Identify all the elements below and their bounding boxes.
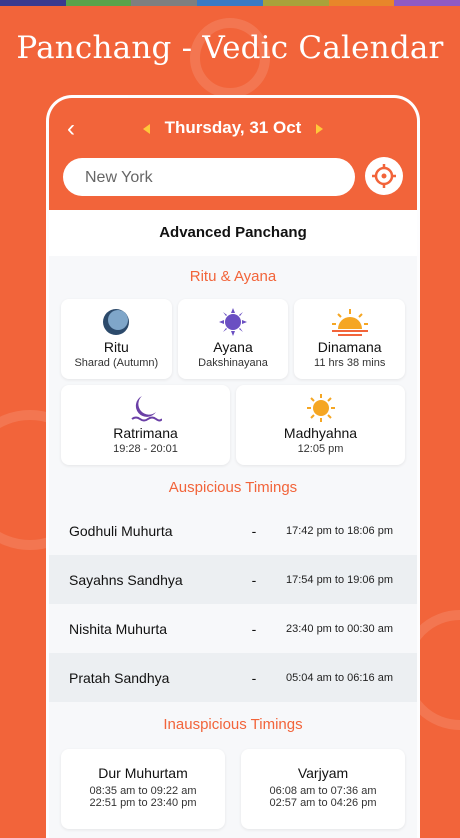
stripe-segment xyxy=(394,0,460,6)
crosshair-icon xyxy=(365,157,403,195)
timing-dash: - xyxy=(251,620,257,637)
card-line: 22:51 pm to 23:40 pm xyxy=(89,797,197,809)
stripe-segment xyxy=(66,0,132,6)
card-line: 02:57 am to 04:26 pm xyxy=(269,797,377,809)
card-value: Sharad (Autumn) xyxy=(74,357,159,369)
timing-row xyxy=(49,653,417,702)
timing-row xyxy=(49,604,417,653)
timing-name: Pratah Sandhya xyxy=(69,669,170,686)
card-title: Ratrimana xyxy=(113,425,178,441)
card-ratrimana[interactable] xyxy=(61,385,230,465)
card-ritu[interactable] xyxy=(61,299,172,379)
sun-icon xyxy=(236,393,405,423)
timing-row xyxy=(49,555,417,604)
stripe-segment xyxy=(0,0,66,6)
card-line: 06:08 am to 07:36 am xyxy=(269,785,377,797)
card-title: Ayana xyxy=(213,339,253,355)
date-navigator xyxy=(49,118,417,138)
sunrise-icon xyxy=(294,307,405,337)
ritu-ayana-cards-row-2 xyxy=(49,385,417,465)
card-dur-muhurtam[interactable] xyxy=(61,749,225,829)
timing-row xyxy=(49,506,417,555)
timing-time: 05:04 am to 06:16 am xyxy=(285,671,393,684)
stripe-segment xyxy=(131,0,197,6)
timing-dash: - xyxy=(251,669,257,686)
timing-dash: - xyxy=(251,522,257,539)
timing-name: Godhuli Muhurta xyxy=(69,522,173,539)
content xyxy=(49,210,417,829)
stripe-segment xyxy=(197,0,263,6)
stripe-segment xyxy=(329,0,395,6)
crescent-moon-icon xyxy=(61,393,230,423)
current-date: Thursday, 31 Oct xyxy=(164,118,302,137)
card-title: Dur Muhurtam xyxy=(98,765,188,781)
card-title: Varjyam xyxy=(297,765,349,781)
timing-name: Nishita Muhurta xyxy=(69,620,168,637)
card-title: Ritu xyxy=(103,339,129,355)
section-heading: Advanced Panchang xyxy=(49,210,417,256)
inauspicious-cards xyxy=(49,749,417,829)
previous-day-arrow-icon[interactable] xyxy=(143,124,150,134)
location-input[interactable] xyxy=(83,158,337,198)
ritu-ayana-title: Ritu & Ayana xyxy=(189,268,277,285)
back-button[interactable]: ‹ xyxy=(67,115,75,142)
moon-icon xyxy=(61,307,172,337)
timing-name: Sayahns Sandhya xyxy=(69,571,183,588)
card-varjyam[interactable] xyxy=(241,749,405,829)
card-value: 11 hrs 38 mins xyxy=(314,357,386,369)
card-value: Dakshinayana xyxy=(198,357,268,369)
auspicious-timings-title: Auspicious Timings xyxy=(168,479,298,496)
card-madhyahna[interactable] xyxy=(236,385,405,465)
timing-time: 23:40 pm to 00:30 am xyxy=(285,622,393,635)
stripe-segment xyxy=(263,0,329,6)
inauspicious-timings-title: Inauspicious Timings xyxy=(163,716,303,733)
headline: Panchang - Vedic Calendar xyxy=(16,30,444,66)
timing-dash: - xyxy=(251,571,257,588)
timing-time: 17:42 pm to 18:06 pm xyxy=(285,524,393,537)
card-title: Madhyahna xyxy=(283,425,358,441)
next-day-arrow-icon[interactable] xyxy=(316,124,323,134)
location-search-field[interactable] xyxy=(63,158,355,196)
card-title: Dinamana xyxy=(317,339,382,355)
sun-flower-icon xyxy=(178,307,289,337)
timing-time: 17:54 pm to 19:06 pm xyxy=(285,573,393,586)
card-line: 08:35 am to 09:22 am xyxy=(89,785,197,797)
ritu-ayana-cards-row-1 xyxy=(49,299,417,379)
top-color-stripe xyxy=(0,0,460,6)
locate-button[interactable] xyxy=(365,157,403,195)
card-dinamana[interactable] xyxy=(294,299,405,379)
card-value: 12:05 pm xyxy=(297,443,344,455)
card-ayana[interactable] xyxy=(178,299,289,379)
app-bar xyxy=(49,98,417,210)
card-value: 19:28 - 20:01 xyxy=(113,443,178,455)
phone-frame xyxy=(46,95,420,838)
auspicious-timings-list xyxy=(49,506,417,702)
